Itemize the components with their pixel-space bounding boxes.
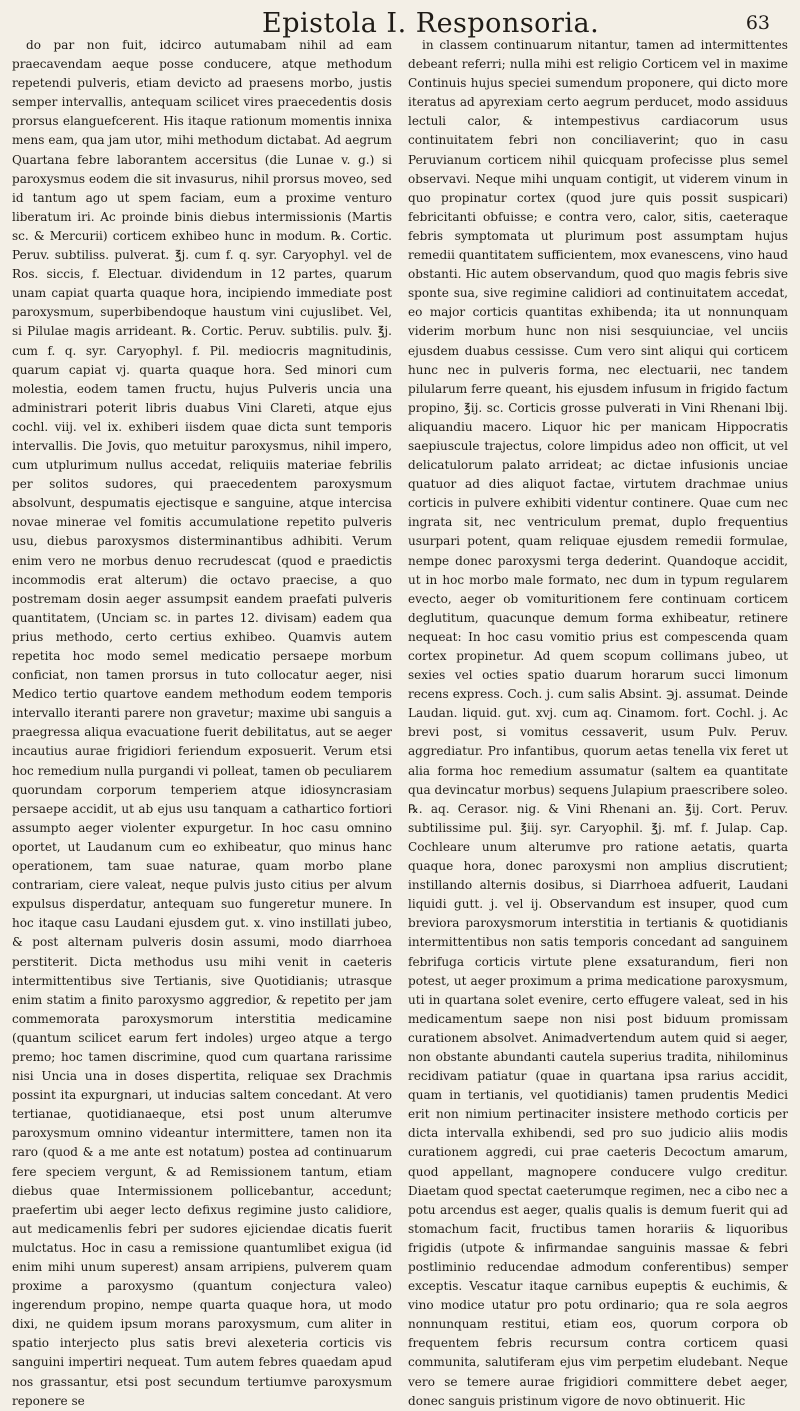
right-column: [408, 36, 788, 1408]
left-column-text: do par non fuit, idcirco autumabam nihil ad eam praecavendam aeque posse conducere, atque methodum repetendi pulveris, etiam devicto ad praesens morbo, justis semper intervallis, antequam scilicet vires praecedentis dosis prorsus elanguefcerent. His itaque rationum momentis innixa mens eam, qua jam utor, mihi methodum dictabat. Ad aegrum Quartana febre laborantem accersitus (die Lunae v. g.) si paroxysmus eodem die sit invasurus, nihil prorsus moveo, sed id tantum ago ut spem faciam, eum a proxime venturo liberatum iri. Ac proinde binis diebus intermissionis (Martis sc. & Mercurii) corticem exhibeo hunc in modum. ℞. Cortic. Peruv. subtiliss. pulverat. ℥j. cum f. q. syr. Caryophyl. vel de Ros. siccis, f. Electuar. dividendum in 12 partes, quarum unam capiat quarta quaque hora, incipiendo immediate post paroxysmum, superbibendoque haustum vini cujuslibet. Vel, si Pilulae magis arrideant. ℞. Cortic. Peruv. subtilis. pulv. ℥j. cum f. q. syr. Caryophyl. f. Pil. mediocris magnitudinis, quarum capiat vj. quarta quaque hora. Sed minori cum molestia, eodem tamen fructu, hujus Pulveris uncia una administrari poterit libris duabus Vini Clareti, atque ejus cochl. viij. vel ix. exhiberi iisdem quae dicta sunt temporis intervallis. Die Jovis, quo metuitur paroxysmus, nihil impero, cum utplurimum nullus accedat, reliquiis materiae febrilis per solitos sudores, qui praecedentem paroxysmum absolvunt, despumatis ejectisque e sanguine, atque intercisa novae minerae vel fomitis accumulatione repetito pulveris usu, diebus paroxysmos disterminantibus adhibiti. Verum enim vero ne morbus denuo recrudescat (quod e praedictis incommodis erat alterum) die octavo praecise, a quo postremam dosin aeger assumpsit eandem praefati pulveris quantitatem, (Unciam sc. in partes 12. divisam) eadem qua prius methodo, certo certius exhibeo. Quamvis autem repetita hoc modo semel medicatio persaepe morbum conficiat, non tamen prorsus in tuto collocatur aeger, nisi Medico tertio quartove eandem methodum eodem temporis intervallo iteranti parere non gravetur; maxime ubi sanguis a praegressa aliqua evacuatione fuerit debilitatus, aut se aeger incautius aurae frigidiori feriendum exposuerit. Verum etsi hoc remedium nulla purgandi vi polleat, tamen ob peculiarem quorundam corporum temperiem atque idiosyncrasiam persaepe accidit, ut ab ejus usu tanquam a cathartico fortiori assumpto aeger violenter expurgetur. In hoc casu omnino oportet, ut Laudanum cum eo exhibeatur, quo minus hanc operationem, tam suae naturae, quam morbo plane contrariam, ciere valeat, neque pulvis justo citius per alvum expulsus disperdatur, antequam suo fungeretur munere. In hoc itaque casu Laudani ejusdem gut. x. vino instillati jubeo, & post alternam pulveris dosin assumi, modo diarrhoea perstiterit. Dicta methodus usu mihi venit in caeteris intermittentibus sive Tertianis, sive Quotidianis; utrasque enim statim a finito paroxysmo aggredior, & repetito per jam commemorata paroxysmorum interstitia medicamine (quantum scilicet earum fert indoles) urgeo atque a tergo premo; hoc tamen discrimine, quod cum quartana rarissime nisi Uncia una in doses dispertita, reliquae sex Drachmis possint ita expurgnari, ut inducias saltem concedant. At vero tertianae, quotidianaeque, etsi post unum alterumve paroxysmum omnino videantur intermittere, tamen non ita raro (quod & a me ante est notatum) postea ad continuarum fere speciem vergunt, & ad Remissionem tantum, etiam diebus quae Intermissionem pollicebantur, accedunt; praefertim ubi aeger lecto defixus regimine justo calidiore, aut medicamenlis febri per sudores ejiciendae dicatis fuerit mulctatus. Hoc in casu a remissione quantumlibet exigua (id enim mihi unum superest) ansam arripiens, pulverem quam proxime a paroxysmo (quantum conjectura valeo) ingerendum propino, nempe quarta quaque hora, ut modo dixi, ne quidem ipsum morans paroxysmum, cum aliter in spatio interjecto plus satis brevi alexeteria corticis vis sanguini impertiri nequeat. Tum autem febres quaedam apud nos grassantur, etsi post secundum tertiumve paroxysmum reponere se: [12, 38, 392, 1408]
page-number: 63: [745, 12, 770, 34]
text-columns: [12, 36, 788, 1408]
running-head: Epistola I. Responsoria.: [262, 8, 600, 39]
right-column-text: in classem continuarum nitantur, tamen ad intermittentes debeant referri; nulla mihi est religio Corticem vel in maxime Continuis hujus speciei sumendum proponere, qui dicto more iteratus ad apyrexiam certo aegrum perducet, modo assiduus lectuli calor, & intempestivus cardiacorum usus continuitatem febri non conciliaverint; quo in casu Peruvianum corticem nihil quicquam profecisse plus semel observavi. Neque mihi unquam contigit, ut viderem vinum in quo propinatur cortex (quod jure quis possit suspicari) febricitanti obfuisse; e contra vero, calor, sitis, caeteraque febris symptomata ut plurimum post assumptam hujus remedii quantitatem sufficientem, mox evanescens, vino haud obstanti. Hic autem observandum, quod quo magis febris sive sponte sua, sive regimine calidiori ad continuitatem accedat, eo major corticis quantitas exhibenda; ita ut nonnunquam viderim morbum hunc non nisi sesquiunciae, vel unciis ejusdem duabus cessisse. Cum vero sint aliqui qui corticem hunc nec in pulveris forma, nec electuarii, nec tandem pilularum ferre queant, his ejusdem infusum in frigido factum propino, ℥ij. sc. Corticis grosse pulverati in Vini Rhenani lbij. aliquandiu macero. Liquor hic per manicam Hippocratis saepiuscule trajectus, colore limpidus adeo non officit, ut vel delicatulorum palato arrideat; ac dictae infusionis unciae quatuor ad dies aliquot factae, virtutem drachmae unius corticis in pulvere exhibiti videntur continere. Quae cum nec ingrata sit, nec ventriculum premat, duplo frequentius usurpari potent, quam reliquae ejusdem remedii formulae, nempe donec paroxysmi terga dederint. Quandoque accidit, ut in hoc morbo male formato, nec dum in typum regularem evecto, aeger ob vomituritionem fere continuam corticem deglutitum, quacunque demum forma exhibeatur, retinere nequeat: In hoc casu vomitio prius est compescenda quam cortex propinetur. Ad quem scopum collimans jubeo, ut sexies vel octies spatio duarum horarum succi limonum recens express. Coch. j. cum salis Absint. ℈j. assumat. Deinde Laudan. liquid. gut. xvj. cum aq. Cinamom. fort. Cochl. j. Ac brevi post, si vomitus cessaverit, usum Pulv. Peruv. aggrediatur. Pro infantibus, quorum aetas tenella vix feret ut alia forma hoc remedium assumatur (saltem ea quantitate qua devincatur morbus) sequens Julapium praescribere soleo. ℞. aq. Cerasor. nig. & Vini Rhenani an. ℥ij. Cort. Peruv. subtilissime pul. ℥iij. syr. Caryophil. ℥j. mf. f. Julap. Cap. Cochleare unum alterumve pro ratione aetatis, quarta quaque hora, donec paroxysmi non amplius discrutient; instillando alternis dosibus, si Diarrhoea adfuerit, Laudani liquidi gutt. j. vel ij. Observandum est insuper, quod cum breviora paroxysmorum interstitia in tertianis & quotidianis intermittentibus non satis temporis concedant ad sanguinem febrifuga corticis virtute plene exsaturandum, fieri non potest, ut aeger proximum a prima medicatione paroxysmum, uti in quartana solet evenire, certo effugere valeat, sed in his medicamentum saepe non nisi post biduum promissam curationem absolvet. Animadvertendum autem quid si aeger, non obstante abundanti cautela superius tradita, nihilominus recidivam patiatur (quae in quartana ipsa rarius accidit, quam in tertianis, vel quotidianis) tamen prudentis Medici erit non nimium pertinaciter insistere methodo corticis per dicta intervalla exhibendi, sed pro suo judicio aliis modis curationem aggredi, cui prae caeteris Decoctum amarum, quod appellant, magnopere conducere vulgo creditur. Diaetam quod spectat caeterumque regimen, nec a cibo nec a potu arcendus est aeger, qualis qualis is demum fuerit qui ad stomachum facit, fructibus tamen horariis & liquoribus frigidis (utpote & infirmandae sanguinis massae & febri postliminio reducendae admodum conferentibus) semper exceptis. Vescatur itaque carnibus eupeptis & euchimis, & vino modice utatur pro potu ordinario; qua re sola aegros nonnunquam restitui, etiam eos, quorum corpora ob frequentem febris recursum contra corticem quasi communita, salutiferam ejus vim perpetim eludebant. Neque vero se temere aurae frigidiori committere debet aeger, donec sanguis pristinum vigore de novo obtinuerit. Hic: [408, 38, 788, 1408]
left-column: [12, 36, 392, 1408]
page-header: [12, 8, 788, 39]
